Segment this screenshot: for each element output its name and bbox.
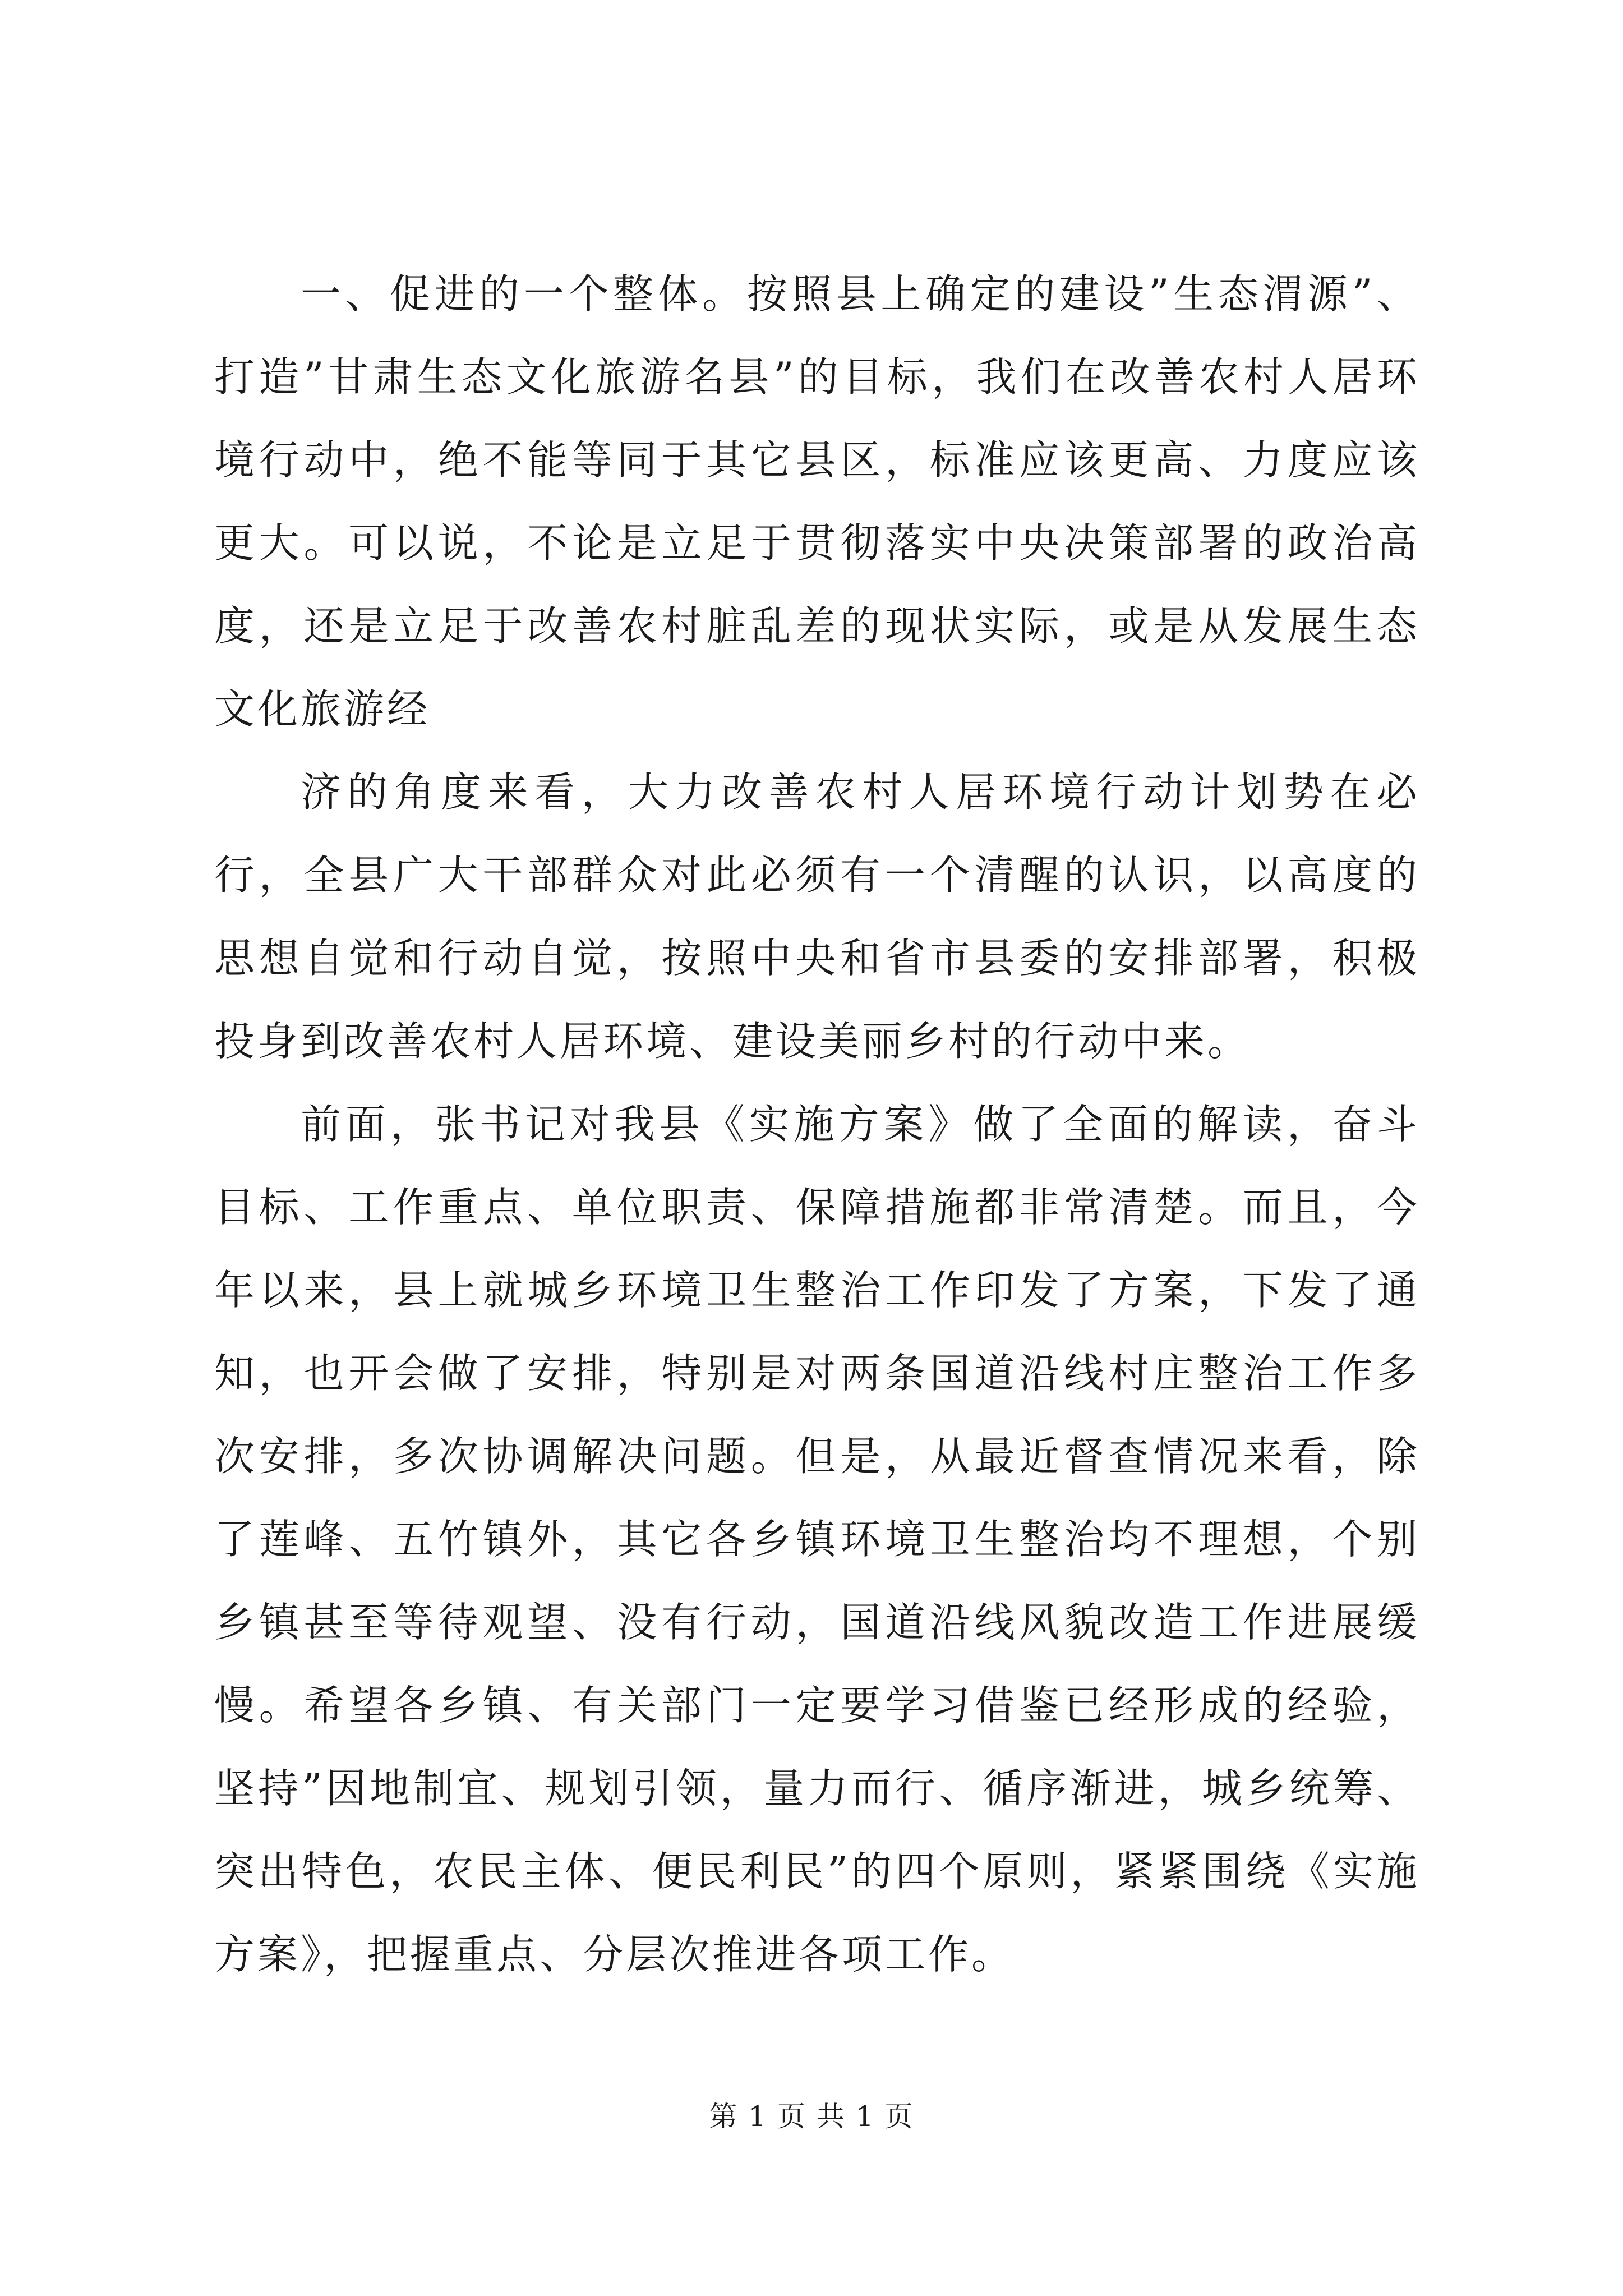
paragraph-2: 济的角度来看，大力改善农村人居环境行动计划势在必行，全县广大干部群众对此必须有一个清醒的认识，以高度的思想自觉和行动自觉，按照中央和省市县委的安排部署，积极投身到改善农村人居环境、建设美丽乡村的行动中来。 [214,769,1420,1065]
paragraph-1: 一、促进的一个整体。按照县上确定的建设”生态渭源”、打造”甘肃生态文化旅游名县”的目标，我们在改善农村人居环境行动中，绝不能等同于其它县区，标准应该更高、力度应该更大。可以说，不论是立足于贯彻落实中央决策部署的政治高度，还是立足于改善农村脏乱差的现状实际，或是从发展生态文化旅游经 [214,270,1420,733]
paragraph-3: 前面，张书记对我县《实施方案》做了全面的解读，奋斗目标、工作重点、单位职责、保障措施都非常清楚。而且，今年以来，县上就城乡环境卫生整治工作印发了方案，下发了通知，也开会做了安排，特别是对两条国道沿线村庄整治工作多次安排，多次协调解决问题。但是，从最近督查情况来看，除了莲峰、五竹镇外，其它各乡镇环境卫生整治均不理想，个别乡镇甚至等待观望、没有行动，国道沿线风貌改造工作进展缓慢。希望各乡镇、有关部门一定要学习借鉴已经形成的经验，坚持”因地制宜、规划引领，量力而行、循序渐进，城乡统筹、突出特色，农民主体、便民利民”的四个原则，紧紧围绕《实施方案》，把握重点、分层次推进各项工作。 [214,1101,1420,1978]
page-footer: 第 1 页 共 1 页 [709,2100,914,2133]
document-body [214,252,1420,1996]
